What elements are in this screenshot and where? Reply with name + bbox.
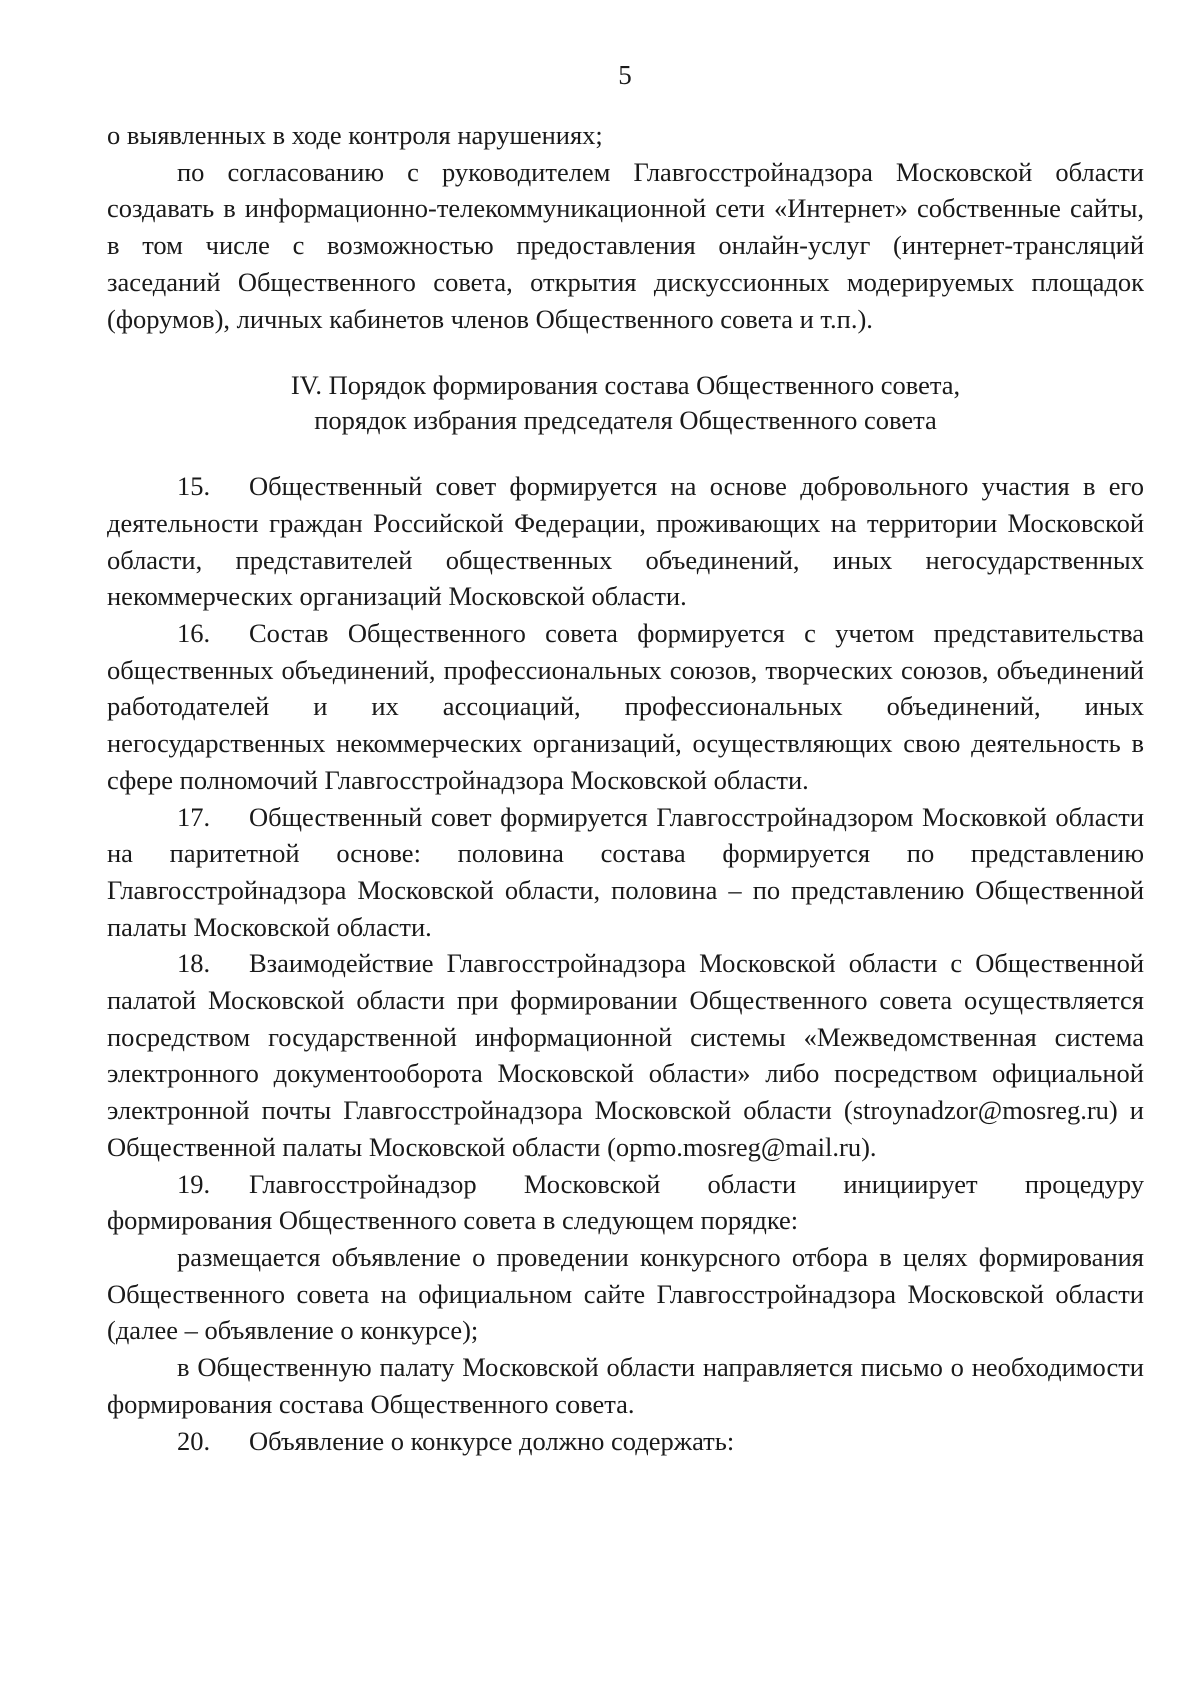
clause-text: Общественный совет формируется Главгосстройнадзором Московкой области на паритетной основе: половина состава формируется по представлению Главгосстройнадзора Московской области, половина – по представлению Общественной палаты Московской области. (107, 801, 1144, 942)
section-heading-line-2: порядок избрания председателя Общественного совета (314, 405, 937, 436)
page-number: 5 (618, 60, 632, 90)
clause-number: 20. (177, 1425, 211, 1456)
clause-20 (107, 1423, 1144, 1460)
clause-18 (107, 945, 1144, 1165)
section-heading (107, 368, 1144, 438)
clause-number: 19. (177, 1168, 211, 1199)
sub-paragraph-announcement: размещается объявление о проведении конкурсного отбора в целях формирования Общественного совета на официальном сайте Главгосстройнадзора Московской области (далее – объявление о конкурсе); (107, 1241, 1144, 1346)
sub-paragraph-letter: в Общественную палату Московской области направляется письмо о необходимости формирования состава Общественного совета. (107, 1352, 1144, 1419)
clause-number: 16. (177, 618, 211, 649)
clause-number: 18. (177, 948, 211, 979)
clause-16 (107, 615, 1144, 799)
clause-number: 17. (177, 801, 211, 832)
clause-text: Объявление о конкурсе должно содержать: (249, 1425, 735, 1456)
clause-text: Состав Общественного совета формируется с учетом представительства общественных объединений, профессиональных союзов, творческих союзов, объединений работодателей и их ассоциаций, профессиональных объединений, иных негосударственных некоммерческих организаций, осуществляющих свою деятельность в сфере полномочий Главгосстройнадзора Московской области. (107, 618, 1144, 795)
section-heading-line-1: IV. Порядок формирования состава Общественного совета, (290, 370, 961, 401)
clause-15 (107, 468, 1144, 615)
clause-19 (107, 1166, 1144, 1239)
clause-text: Главгосстройнадзор Московской области инициирует процедуру формирования Общественного совета в следующем порядке: (107, 1168, 1144, 1236)
clause-17 (107, 799, 1144, 946)
clause-text: Общественный совет формируется на основе добровольного участия в его деятельности граждан Российской Федерации, проживающих на территории Московской области, представителей общественных объединений, иных негосударственных некоммерческих организаций Московской области. (107, 471, 1144, 612)
clause-number: 15. (177, 471, 211, 502)
paragraph-continuation: о выявленных в ходе контроля нарушениях; (107, 120, 603, 150)
clause-text: Взаимодействие Главгосстройнадзора Московской области с Общественной палатой Московской области при формировании Общественного совета осуществляется посредством государственной информационной системы «Межведомственная система электронного документооборота Московской области» либо посредством официальной электронной почты Главгосстройнадзора Московской области (stroynadzor@mosreg.ru) и Общественной палаты Московской области (opmo.mosreg@mail.ru). (107, 948, 1144, 1162)
paragraph-websites: по согласованию с руководителем Главгосстройнадзора Московской области создавать в информационно-телекоммуникационной сети «Интернет» собственные сайты, в том числе с возможностью предоставления онлайн-услуг (интернет-трансляций заседаний Общественного совета, открытия дискуссионных модерируемых площадок (форумов), личных кабинетов членов Общественного совета и т.п.). (107, 156, 1144, 334)
document-body (107, 117, 1144, 1459)
